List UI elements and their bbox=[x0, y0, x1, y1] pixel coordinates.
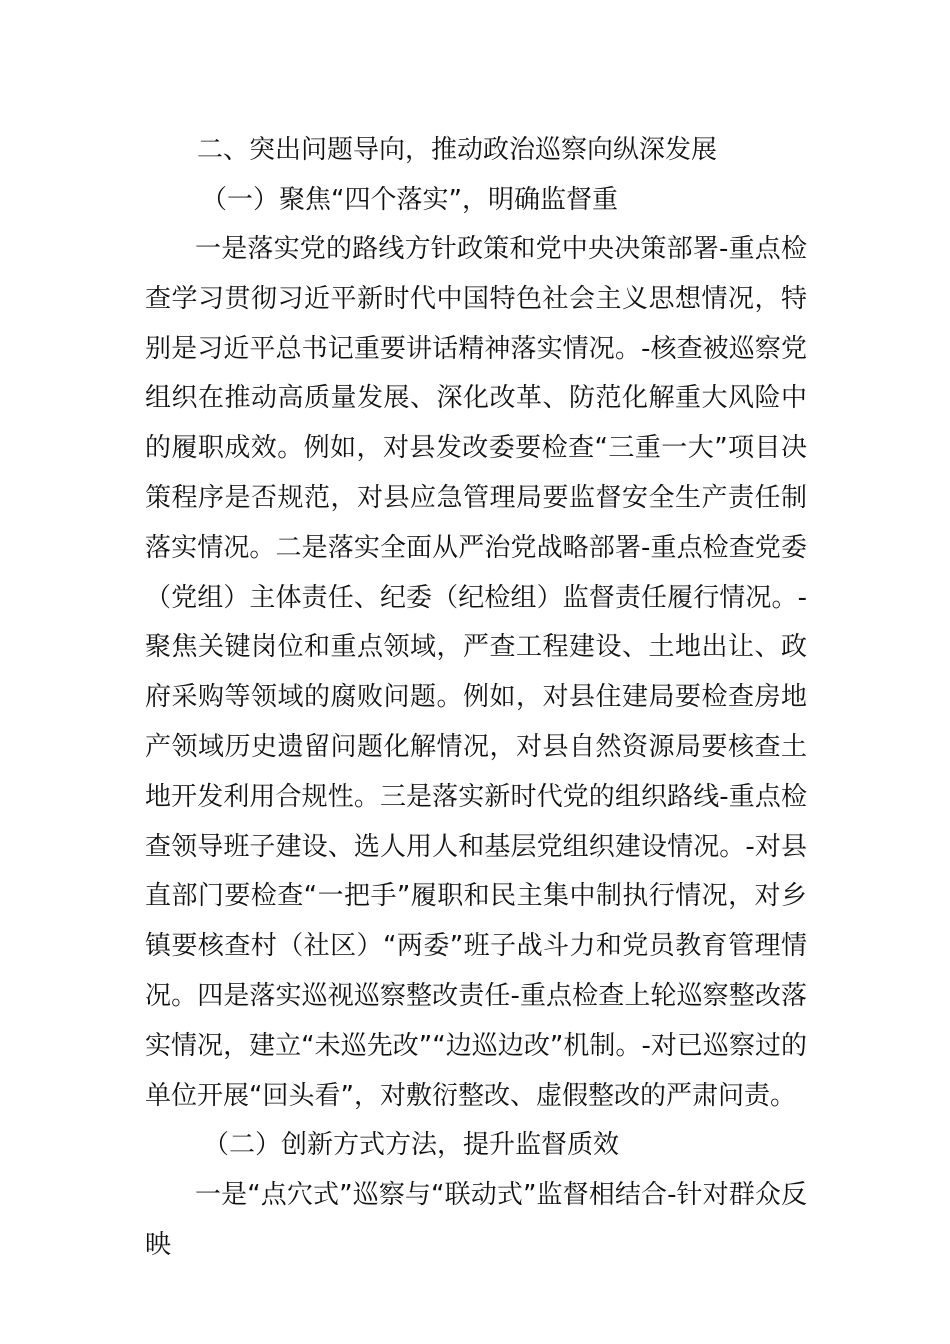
body-paragraph-2: 一是“点穴式”巡察与“联动式”监督相结合-针对群众反映 bbox=[145, 1180, 807, 1260]
subheading-innovate-methods: （二）创新方式方法，提升监督质效 bbox=[203, 1130, 620, 1160]
section-heading: 二、突出问题导向，推动政治巡察向纵深发展 bbox=[197, 135, 718, 165]
body-paragraph-1: 一是落实党的路线方针政策和党中央决策部署-重点检查学习贯彻习近平新时代中国特色社会主义思想情况，特别是习近平总书记重要讲话精神落实情况。-核查被巡察党组织在推动高质量发展、深化改革、防范化解重大风险中的履职成效。例如，对县发改委要检查“三重一大”项目决策程序是否规范，对县应急管理局要监督安全生产责任制落实情况。二是落实全面从严治党战略部署-重点检查党委（党组）主体责任、纪委（纪检组）监督责任履行情况。-聚焦关键岗位和重点领域，严查工程建设、土地出让、政府采购等领域的腐败问题。例如，对县住建局要检查房地产领域历史遗留问题化解情况，对县自然资源局要核查土地开发利用合规性。三是落实新时代党的组织路线-重点检查领导班子建设、选人用人和基层党组织建设情况。-对县直部门要检查“一把手”履职和民主集中制执行情况，对乡镇要核查村（社区）“两委”班子战斗力和党员教育管理情况。四是落实巡视巡察整改责任-重点检查上轮巡察整改落实情况，建立“未巡先改”“边巡边改”机制。-对已巡察过的单位开展“回头看”，对敷衍整改、虚假整改的严肃问责。 bbox=[145, 234, 807, 1111]
subheading-focus-four-implementations: （一）聚焦“四个落实”，明确监督重 bbox=[201, 185, 618, 215]
